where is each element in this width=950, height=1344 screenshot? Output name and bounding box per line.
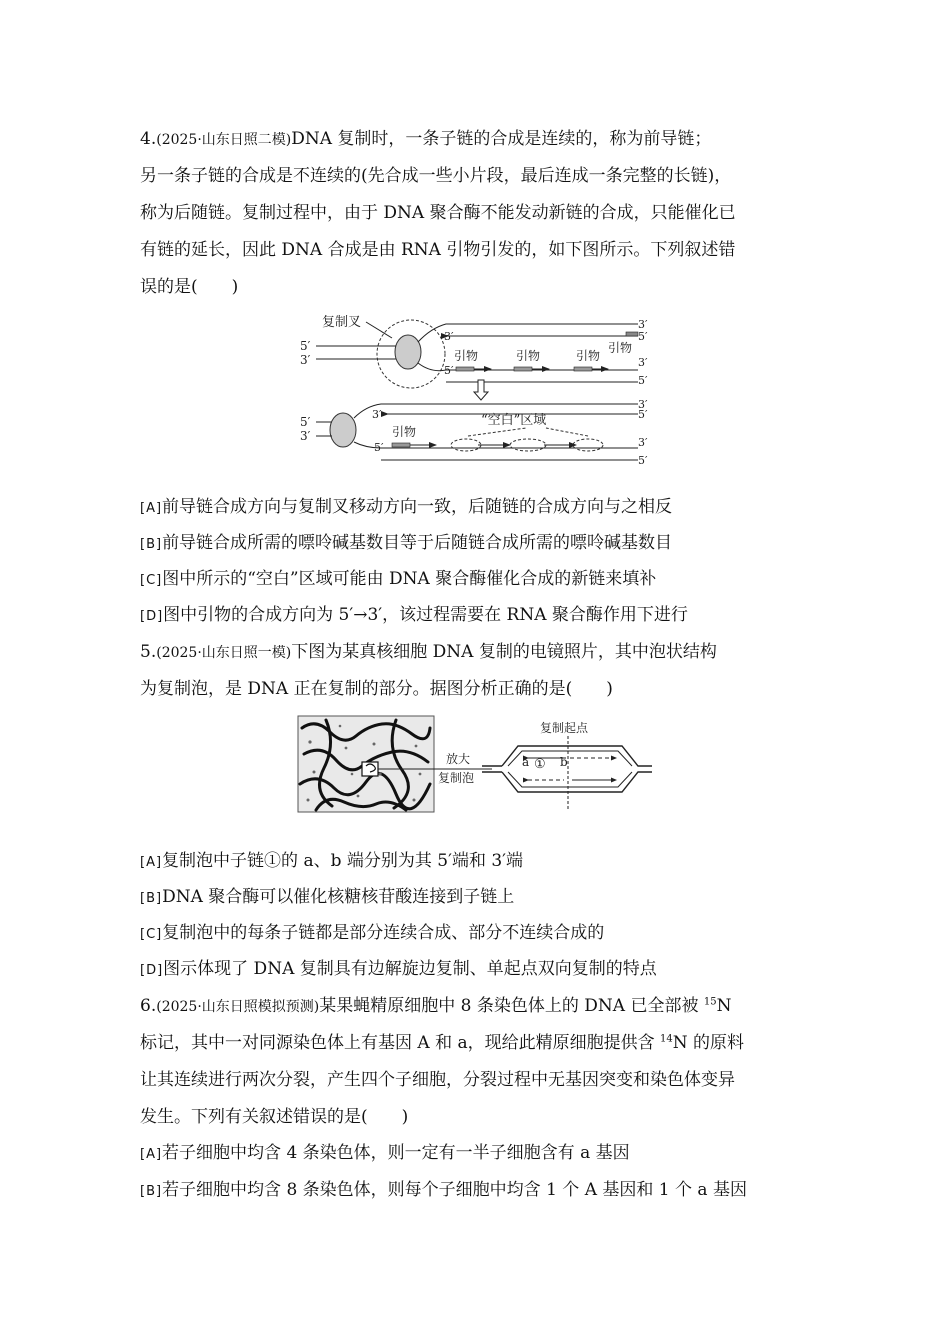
q4-option-b[interactable]: [B]前导链合成所需的嘌呤碱基数目等于后随链合成所需的嘌呤碱基数目: [140, 533, 673, 553]
q5-line-2: 为复制泡，是 DNA 正在复制的部分。据图分析正确的是( ): [140, 679, 613, 699]
svg-text:5′: 5′: [638, 408, 648, 421]
q5-source: (2025·山东日照一模): [156, 645, 292, 661]
svg-text:5′: 5′: [638, 374, 648, 387]
svg-text:3′: 3′: [300, 429, 311, 443]
svg-text:引物: 引物: [576, 349, 601, 363]
q4-replication-fork-figure: [296, 308, 666, 466]
q5-option-c[interactable]: [C]复制泡中的每条子链都是部分连续合成、部分不连续合成的: [140, 923, 605, 943]
label-5p-a: 5′: [300, 339, 311, 353]
svg-text:5′: 5′: [300, 415, 311, 429]
q4-line-5: 误的是( ): [140, 277, 239, 297]
q6-option-a[interactable]: [A]若子细胞中均含 4 条染色体，则一定有一半子细胞含有 a 基因: [140, 1143, 630, 1163]
label-3p-a: 3′: [300, 353, 311, 367]
blank-region-label: “空白”区域: [481, 413, 547, 428]
bubble-label: 复制泡: [438, 771, 475, 785]
q5-option-d[interactable]: [D]图示体现了 DNA 复制具有边解旋边复制、单起点双向复制的特点: [140, 959, 657, 979]
end-b-label: b: [560, 755, 568, 769]
q6-line-2: 标记，其中一对同源染色体上有基因 A 和 a，现给此精原细胞提供含 $^{14}$N 的原料: [140, 1033, 745, 1053]
svg-text:引物: 引物: [516, 349, 541, 363]
fork-label: 复制叉: [322, 315, 362, 330]
q4-option-c[interactable]: [C]图中所示的“空白”区域可能由 DNA 聚合酶催化合成的新链来填补: [140, 569, 657, 589]
svg-text:5′: 5′: [638, 330, 648, 343]
q5-line-1: 5.(2025·山东日照一模)下图为某真核细胞 DNA 复制的电镜照片，其中泡状结构: [140, 642, 717, 662]
q4-option-d[interactable]: [D]图中引物的合成方向为 5′→3′，该过程需要在 RNA 聚合酶作用下进行: [140, 605, 688, 625]
fork-helicase: [395, 335, 421, 369]
svg-text:3′: 3′: [372, 408, 382, 421]
svg-text:引物: 引物: [392, 425, 417, 439]
fork-helicase-2: [330, 413, 356, 447]
strand-one-label: ①: [534, 757, 546, 772]
q4-option-a[interactable]: [A]前导链合成方向与复制叉移动方向一致，后随链的合成方向与之相反: [140, 497, 673, 517]
q4-line-3: 称为后随链。复制过程中，由于 DNA 聚合酶不能发动新链的合成，只能催化已: [140, 203, 736, 223]
q4-line-2: 另一条子链的合成是不连续的(先合成一些小片段，最后连成一条完整的长链)，: [140, 166, 732, 186]
q4-line-4: 有链的延长，因此 DNA 合成是由 RNA 引物引发的，如下图所示。下列叙述错: [140, 240, 736, 260]
origin-label: 复制起点: [540, 721, 589, 735]
svg-text:3′: 3′: [638, 318, 648, 331]
q5-replication-bubble-figure: [296, 714, 656, 814]
svg-text:3′: 3′: [638, 398, 648, 411]
q4-source: (2025·山东日照二模): [156, 132, 292, 148]
svg-text:5′: 5′: [374, 441, 384, 454]
q4-line-1: 4.(2025·山东日照二模)DNA 复制时，一条子链的合成是连续的，称为前导链；: [140, 129, 712, 149]
q6-line-4: 发生。下列有关叙述错误的是( ): [140, 1107, 409, 1127]
svg-text:引物: 引物: [608, 341, 633, 355]
svg-text:3′: 3′: [638, 356, 648, 369]
end-a-label: a: [522, 755, 530, 769]
svg-text:3′: 3′: [638, 436, 648, 449]
svg-text:引物: 引物: [454, 349, 479, 363]
q6-line-3: 让其连续进行两次分裂，产生四个子细胞，分裂过程中无基因突变和染色体变异: [140, 1070, 735, 1090]
svg-text:5′: 5′: [444, 364, 454, 377]
zoom-label: 放大: [446, 752, 471, 766]
q6-source: (2025·山东日照模拟预测): [156, 999, 320, 1015]
q5-option-a[interactable]: [A]复制泡中子链①的 a、b 端分别为其 5′端和 3′端: [140, 851, 524, 871]
svg-text:5′: 5′: [638, 454, 648, 466]
svg-text:3′: 3′: [444, 330, 454, 343]
q6-line-1: 6.(2025·山东日照模拟预测)某果蝇精原细胞中 8 条染色体上的 DNA 已全部被 $^{15}$N: [140, 996, 732, 1016]
q5-option-b[interactable]: [B]DNA 聚合酶可以催化核糖核苷酸连接到子链上: [140, 887, 515, 907]
q6-option-b[interactable]: [B]若子细胞中均含 8 条染色体，则每个子细胞中均含 1 个 A 基因和 1 个 a 基因: [140, 1180, 747, 1200]
